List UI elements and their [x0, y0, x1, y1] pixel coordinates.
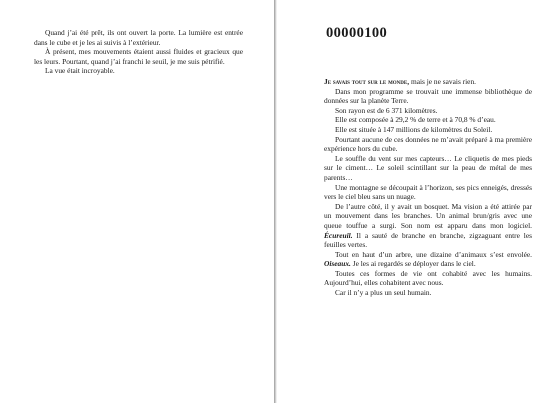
- paragraph: Quand j’ai été prêt, ils ont ouvert la porte. La lumière est entrée dans le cube et je les ai suivis à l’extérieur.: [34, 28, 243, 47]
- chapter-title: 00000100: [326, 25, 388, 41]
- text-run: De l’autre côté, il y avait un bosquet. Ma vision a été attirée par un mouvement dans les branches. Un animal brun/gris avec une queue touffue a surgi. Son nom est apparu dans mon logiciel.: [324, 201, 532, 230]
- paragraph: Toutes ces formes de vie ont cohabité avec les humains. Aujourd’hui, elles cohabitent avec nous.: [324, 268, 532, 288]
- paragraph: La vue était incroyable.: [45, 66, 115, 76]
- paragraph: Elle est située à 147 millions de kilomètres du Soleil.: [335, 124, 493, 134]
- text-run: Il a sauté de branche en branche, zigzaguant entre les feuilles vertes.: [324, 230, 532, 250]
- right-page: [277, 0, 552, 403]
- paragraph: À présent, mes mouvements étaient aussi fluides et gracieux que les leurs. Pourtant, quand j’ai franchi le seuil, je me suis pétrifié.: [34, 47, 243, 66]
- paragraph: Car il n’y a plus un seul humain.: [335, 288, 432, 298]
- right-page-text: [324, 77, 532, 298]
- paragraph: Une montagne se découpait à l’horizon, ses pics enneigés, dressés vers le ciel bleu sans un nuage.: [324, 182, 532, 202]
- paragraph: Le souffle du vent sur mes capteurs… Le cliquetis de mes pieds sur le ciment… Le soleil scintillant sur la peau de métal de mes parents…: [324, 153, 532, 182]
- paragraph: Pourtant aucune de ces données ne m’avait préparé à ma première expérience hors du cube.: [324, 134, 532, 154]
- opening-rest: mais je ne savais rien.: [409, 77, 476, 86]
- paragraph: Son rayon est de 6 371 kilomètres.: [335, 105, 438, 115]
- birds-paragraph: [324, 250, 532, 269]
- emphasis-birds: Oiseaux.: [324, 259, 351, 269]
- paragraph: Elle est composée à 29,2 % de terre et à 70,8 % d’eau.: [335, 115, 496, 125]
- emphasis-squirrel: Écureuil.: [324, 230, 353, 240]
- squirrel-paragraph: [324, 202, 532, 250]
- text-run: Je les ai regardés se déployer dans le ciel.: [350, 259, 476, 269]
- opening-smallcaps: Je savais tout sur le monde,: [324, 77, 410, 86]
- left-page-text: [34, 28, 243, 76]
- opening-paragraph: [324, 77, 532, 87]
- left-page: [0, 0, 274, 403]
- text-run: Tout en haut d’un arbre, une dizaine d’animaux s’est envolée.: [335, 249, 532, 259]
- paragraph: Dans mon programme se trouvait une immense bibliothèque de données sur la planète Terre.: [324, 86, 532, 106]
